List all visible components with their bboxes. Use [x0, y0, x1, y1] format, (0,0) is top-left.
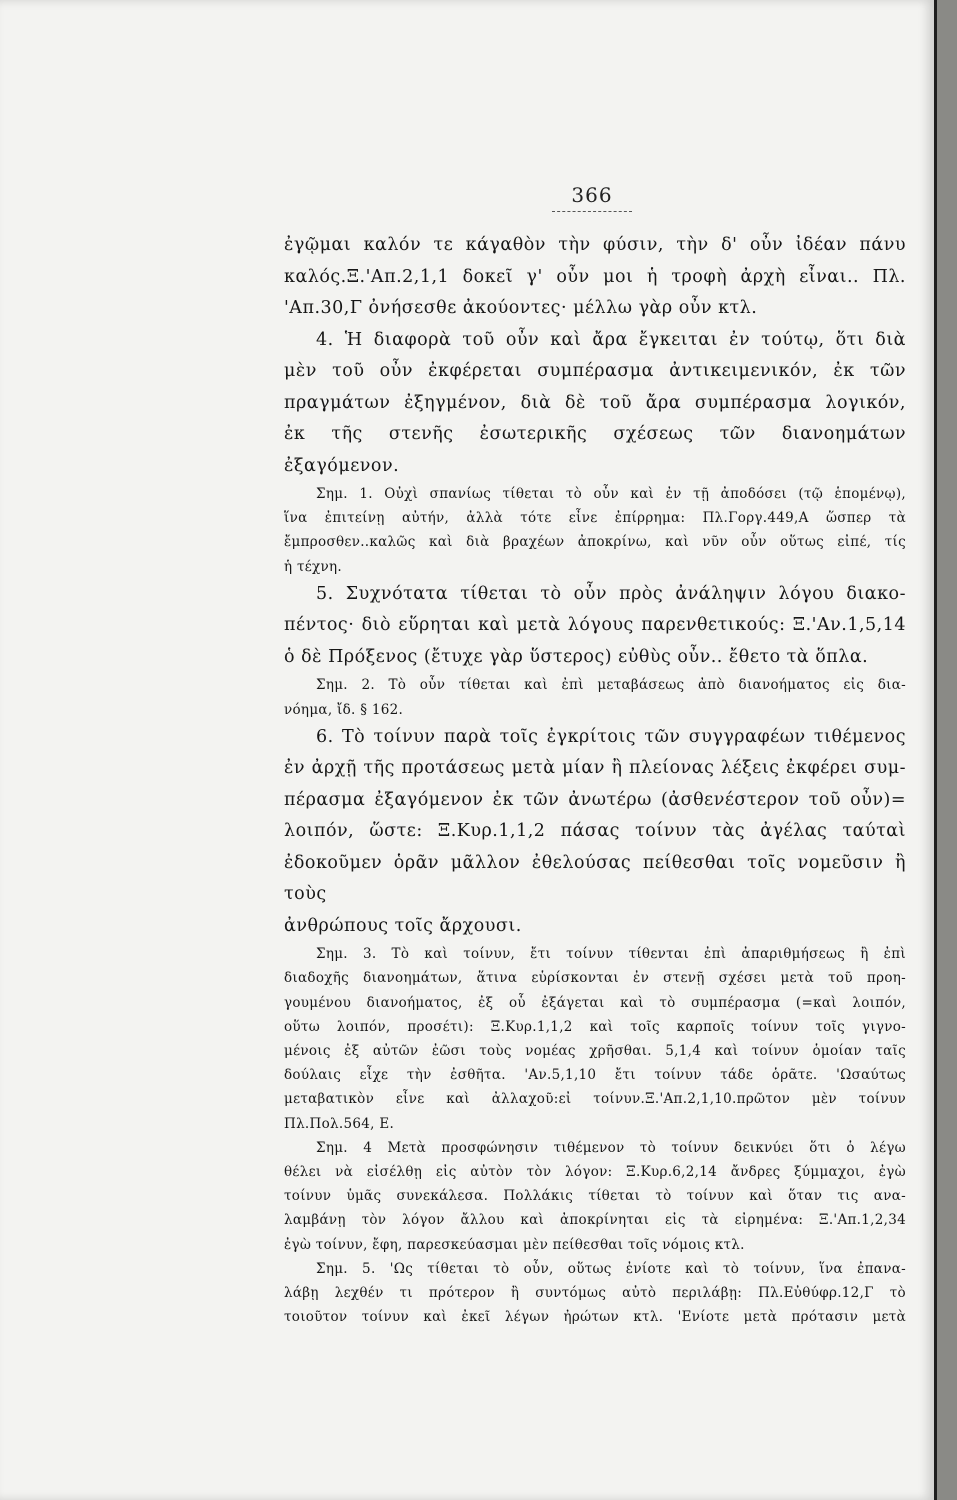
main-paragraph [284, 579, 906, 674]
text-line: μεταβατικὸν εἶνε καὶ ἀλλαχοῦ:εἰ τοίνυν.Ξ.'Απ.2,1,10.πρῶτον μὲν τοίνυν [284, 1091, 906, 1108]
adjacent-page-edge [934, 0, 957, 1500]
note-paragraph [284, 673, 906, 721]
text-line: Σημ. 1. Οὐχὶ σπανίως τίθεται τὸ οὖν καὶ ἐν τῇ ἀποδόσει (τῷ ἑπομένῳ), [316, 486, 906, 502]
note-paragraph [284, 482, 906, 579]
text-line: πέρασμα ἐξαγόμενον ἐκ τῶν ἀνωτέρω (ἀσθενέστερον τοῦ οὖν)= [284, 789, 906, 810]
text-line: ἡ τέχνη. [284, 558, 343, 575]
text-line: πραγμάτων ἐξηγμένον, διὰ δὲ τοῦ ἄρα συμπέρασμα λογικόν, [284, 392, 906, 413]
text-line: λοιπόν, ὥστε: Ξ.Κυρ.1,1,2 πάσας τοίνυν τὰς ἀγέλας ταύταὶ [284, 821, 906, 842]
page-number-rule [552, 211, 632, 212]
text-line: 'Απ.30,Γ ὀνήσεσθε ἀκούοντες· μέλλω γὰρ οὖν κτλ. [284, 298, 758, 318]
text-line: 4. Ἡ διαφορὰ τοῦ οὖν καὶ ἄρα ἔγκειται ἐν τούτῳ, ὅτι διὰ [316, 329, 906, 350]
text-line: οὕτω λοιπόν, προσέτι): Ξ.Κυρ.1,1,2 καὶ τοῖς καρποῖς τοίνυν τοῖς γιγνο- [284, 1018, 906, 1035]
text-line: ἵνα ἐπιτείνῃ αὐτήν, ἀλλὰ τότε εἶνε ἐπίρρημα: Πλ.Γοργ.449,Α ὥσπερ τὰ [284, 510, 906, 527]
page-body-text [284, 230, 906, 1329]
text-line: ἐν ἀρχῇ τῆς προτάσεως μετὰ μίαν ἢ πλείονας λέξεις ἐκφέρει συμ- [284, 758, 906, 779]
text-line: Σημ. 4 Μετὰ προσφώνησιν τιθέμενον τὸ τοίνυν δεικνύει ὅτι ὁ λέγω [316, 1139, 906, 1156]
text-line: ἔμπροσθεν..καλῶς καὶ διὰ βραχέων ἀποκρίνω, καὶ νῦν οὖν οὕτως εἰπέ, τίς [284, 534, 906, 551]
note-paragraph [284, 1257, 906, 1330]
text-line: Πλ.Πολ.564, Ε. [284, 1115, 395, 1132]
text-line: 5. Συχνότατα τίθεται τὸ οὖν πρὸς ἀνάληψιν λόγου διακο- [316, 583, 906, 604]
text-line: μὲν τοῦ οὖν ἐκφέρεται συμπέρασμα ἀντικειμενικόν, ἐκ τῶν [284, 361, 906, 381]
page-number: 366 [571, 183, 613, 207]
main-paragraph [284, 325, 906, 483]
text-line: τοιοῦτον τοίνυν καὶ ἐκεῖ λέγων ἠρώτων κτλ. 'Ενίοτε μετὰ πρότασιν μετὰ [284, 1309, 906, 1326]
text-line: τοίνυν ὑμᾶς συνεκάλεσα. Πολλάκις τίθεται τὸ τοίνυν καὶ ὅταν τις ανα- [284, 1188, 906, 1205]
text-line: Σημ. 3. Τὸ καὶ τοίνυν, ἔτι τοίνυν τίθενται ἐπὶ ἀπαριθμήσεως ἢ ἐπὶ [316, 946, 906, 963]
text-line: ἐκ τῆς στενῆς ἐσωτερικῆς σχέσεως τῶν διανοημάτων ἐξαγόμενον. [284, 424, 906, 476]
text-line: ἀνθρώπους τοῖς ἄρχουσι. [284, 915, 522, 936]
text-line: ἐδοκοῦμεν ὁρᾶν μᾶλλον ἐθελούσας πείθεσθαι τοῖς νομεῦσιν ἢ τοὺς [284, 852, 906, 905]
text-line: πέντος· διὸ εὕρηται καὶ μετὰ λόγους παρενθετικούς: Ξ.'Αν.1,5,14 [284, 615, 906, 636]
text-line: λάβῃ λεχθέν τι πρότερον ἢ συντόμως αὐτὸ περιλάβῃ: Πλ.Εὐθύφρ.12,Γ τὸ [284, 1285, 906, 1302]
note-paragraph [284, 1136, 906, 1257]
text-line: γουμένου διανοήματος, ἐξ οὗ ἐξάγεται καὶ τὸ συμπέρασμα (=καὶ λοιπόν, [284, 994, 906, 1011]
text-line: μένοις ἐξ αὐτῶν ἐῶσι τοὺς νομέας χρῆσθαι. 5,1,4 καὶ τοίνυν ὁμοίαν ταῖς [284, 1043, 906, 1060]
note-paragraph [284, 942, 906, 1136]
main-paragraph [284, 230, 906, 325]
text-line: ὁ δὲ Πρόξενος (ἔτυχε γὰρ ὕστερος) εὐθὺς οὖν.. ἔθετο τὰ ὅπλα. [284, 646, 869, 667]
text-line: 6. Τὸ τοίνυν παρὰ τοῖς ἐγκρίτοις τῶν συγγραφέων τιθέμενος [316, 726, 906, 747]
text-line: Σημ. 5. 'Ως τίθεται τὸ οὖν, οὕτως ἐνίοτε καὶ τὸ τοίνυν, ἵνα ἐπανα- [316, 1260, 906, 1277]
text-line: ἐγῷμαι καλόν τε κάγαθὸν τὴν φύσιν, τὴν δ' οὖν ἰδέαν πάνυ [284, 235, 906, 255]
text-line: διαδοχῆς διανοημάτων, ἅτινα εὑρίσκονται ἐν στενῇ σχέσει μετὰ τοῦ προη- [284, 970, 906, 987]
text-line: λαμβάνῃ τὸν λόγον ἄλλου καὶ ἀποκρίνηται εἰς τὰ εἰρημένα: Ξ.'Απ.1,2,34 [284, 1212, 906, 1229]
text-line: Σημ. 2. Τὸ οὖν τίθεται καὶ ἐπὶ μεταβάσεως ἀπὸ διανοήματος εἰς δια- [316, 677, 906, 694]
text-line: νόημα, ἴδ. § 162. [284, 701, 404, 718]
main-paragraph [284, 722, 906, 943]
text-line: θέλει νὰ εἰσέλθῃ εἰς αὐτὸν τὸν λόγον: Ξ.Κυρ.6,2,14 ἄνδρες ξύμμαχοι, ἐγὼ [284, 1164, 906, 1181]
text-line: ἐγὼ τοίνυν, ἔφη, παρεσκεύασμαι μὲν πείθεσθαι τοῖς νόμοις κτλ. [284, 1236, 745, 1253]
text-line: καλός.Ξ.'Απ.2,1,1 δοκεῖ γ' οὖν μοι ἡ τροφὴ ἀρχὴ εἶναι.. Πλ. [284, 266, 906, 287]
text-line: δούλαις εἶχε τὴν ἐσθῆτα. 'Αν.5,1,10 ἔτι τοίνυν τάδε ὁρᾶτε. 'Ωσαύτως [284, 1067, 906, 1084]
